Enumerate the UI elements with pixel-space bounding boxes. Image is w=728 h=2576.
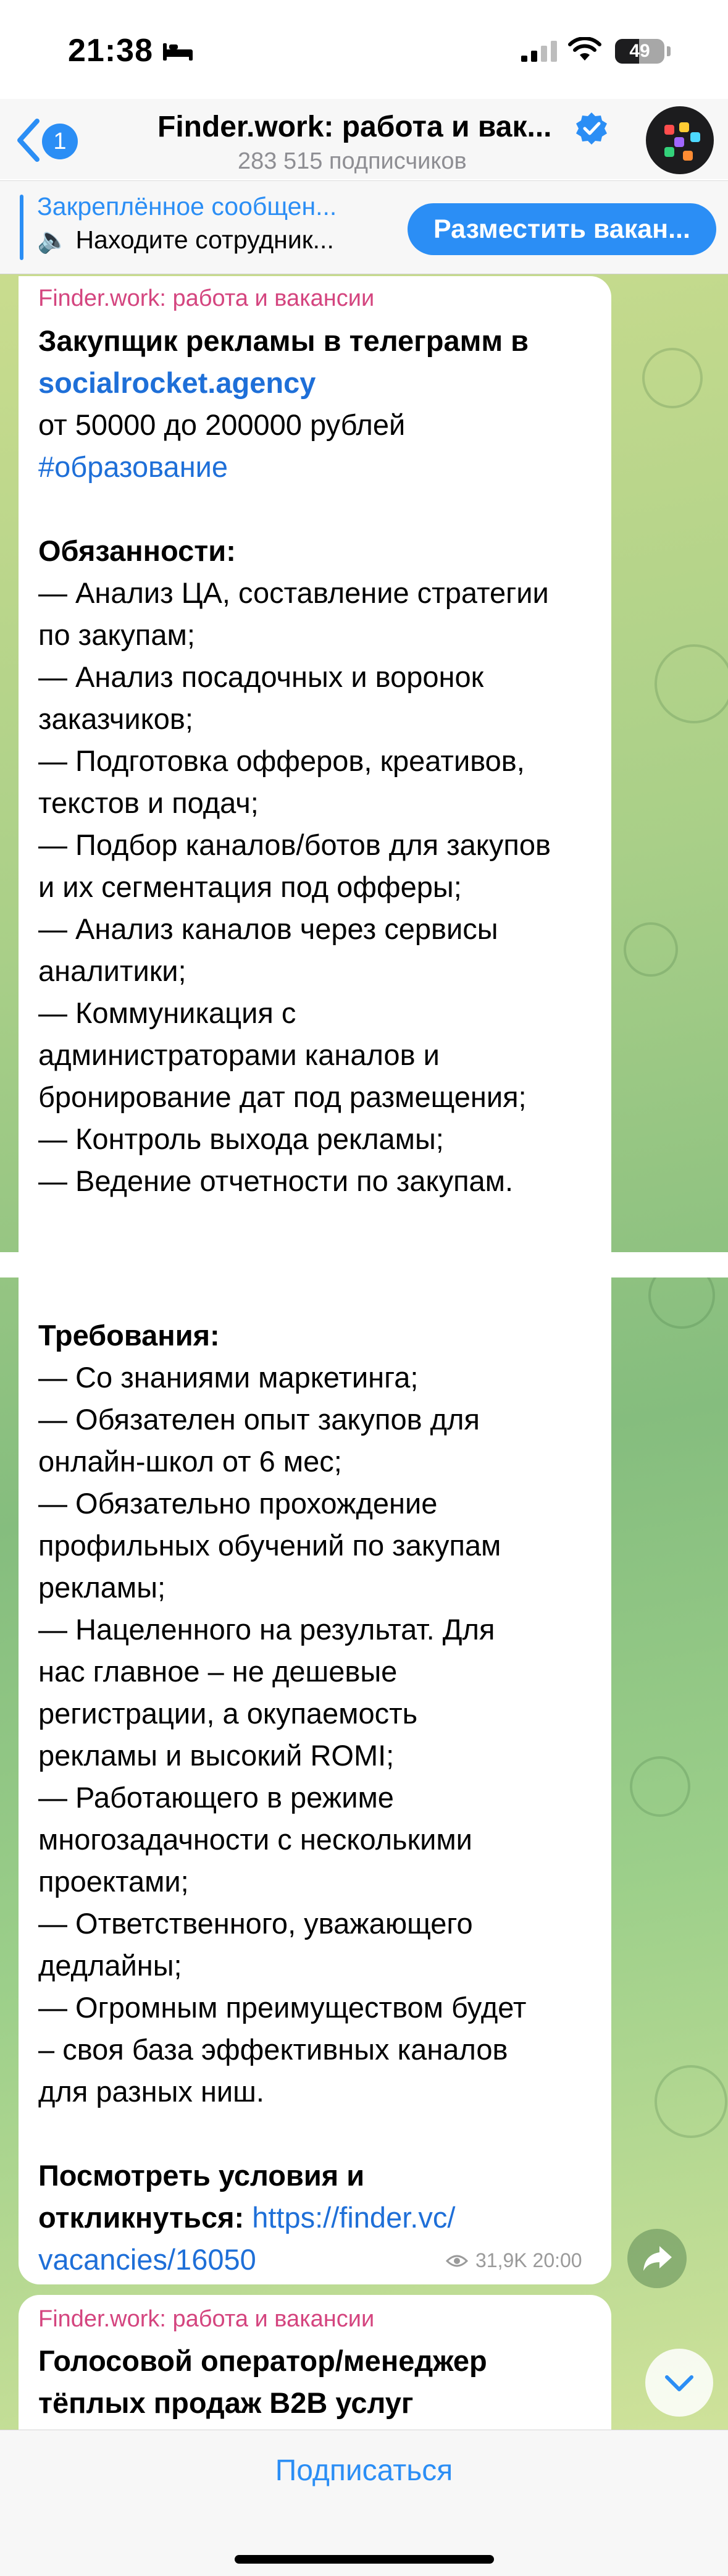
battery-cap	[667, 46, 671, 56]
scroll-down-button[interactable]	[645, 2349, 713, 2417]
pinned-text: 🔈 Находите сотрудник...	[37, 225, 334, 254]
subscriber-count: 283 515 подписчиков	[238, 148, 467, 174]
channel-avatar[interactable]	[646, 106, 714, 174]
share-icon	[627, 2229, 687, 2288]
post-vacancy-button[interactable]: Разместить вакан...	[408, 203, 716, 255]
unread-badge[interactable]: 1	[42, 124, 78, 159]
cta-line: Посмотреть условия и	[38, 2159, 365, 2192]
requirements-list: — Со знаниями маркетинга; — Обязателен опыт закупов для онлайн-школ от 6 мес; — Обязательно прохождение профильных обучений по закупам рекламы; — Нацеленного на результат. Для нас главное – не дешевые регистрации, а окупаемость рекламы и высокий ROMI; — Работающего в режиме многозадачности с несколькими проектами; — Ответственного, уважающего дедлайны; — Огромным преимуществом будет – своя база эффективных каналов для разных ниш.	[38, 1361, 527, 2108]
vacancy-url[interactable]: https://finder.vc/	[252, 2201, 456, 2234]
battery-indicator: 49	[615, 39, 664, 64]
message-sender[interactable]: Finder.work: работа и вакансии	[38, 2306, 375, 2332]
wifi-icon	[568, 37, 601, 62]
subscribe-button[interactable]: Подписаться	[275, 2454, 453, 2487]
status-time: 21:38	[68, 33, 153, 69]
duties-list: — Анализ ЦА, составление стратегии по закупам; — Анализ посадочных и воронок заказчиков; — Подготовка офферов, креативов, текстов и подач; — Подбор каналов/ботов для закупов и их сегментация под офферы; — Анализ каналов через сервисы аналитики; — Коммуникация с администраторами каналов и бронирование дат под размещения; — Контроль выхода рекламы; — Ведение отчетности по закупам.	[38, 576, 551, 1197]
duties-heading: Обязанности:	[38, 534, 236, 567]
share-button[interactable]	[627, 2229, 687, 2288]
hashtag-link[interactable]: #образование	[38, 450, 228, 483]
requirements-heading: Требования:	[38, 1319, 220, 1352]
salary-text: от 50000 до 200000 рублей	[38, 408, 406, 441]
chevron-left-icon[interactable]	[15, 117, 42, 163]
channel-title[interactable]: Finder.work: работа и вак...	[157, 111, 552, 143]
chat-divider	[0, 1252, 728, 1277]
pinned-title: Закреплённое сообщен...	[37, 192, 337, 221]
vacancy-url-continued[interactable]: vacancies/16050	[38, 2243, 256, 2276]
cta-url-line: откликнуться: https://finder.vc/	[38, 2201, 456, 2234]
message-views-time: 31,9K 20:00	[475, 2249, 582, 2271]
company-link[interactable]: socialrocket.agency	[38, 366, 316, 399]
bed-icon	[162, 41, 194, 62]
eye-icon	[446, 2254, 468, 2268]
bottom-bar	[0, 2430, 728, 2576]
signal-icon	[521, 41, 558, 62]
message-title-line2: тёплых продаж B2B услуг	[38, 2386, 414, 2419]
chevron-down-icon	[645, 2349, 713, 2417]
pinned-message-bar[interactable]	[0, 180, 728, 274]
message-title: Закупщик рекламы в телеграмм в	[38, 324, 529, 357]
message-sender[interactable]: Finder.work: работа и вакансии	[38, 285, 375, 311]
verified-icon	[574, 111, 609, 146]
home-indicator[interactable]	[235, 2555, 494, 2564]
message-title: Голосовой оператор/менеджер	[38, 2344, 487, 2377]
chat-header	[0, 99, 728, 179]
status-bar	[0, 0, 728, 108]
pinned-indicator	[20, 195, 23, 260]
